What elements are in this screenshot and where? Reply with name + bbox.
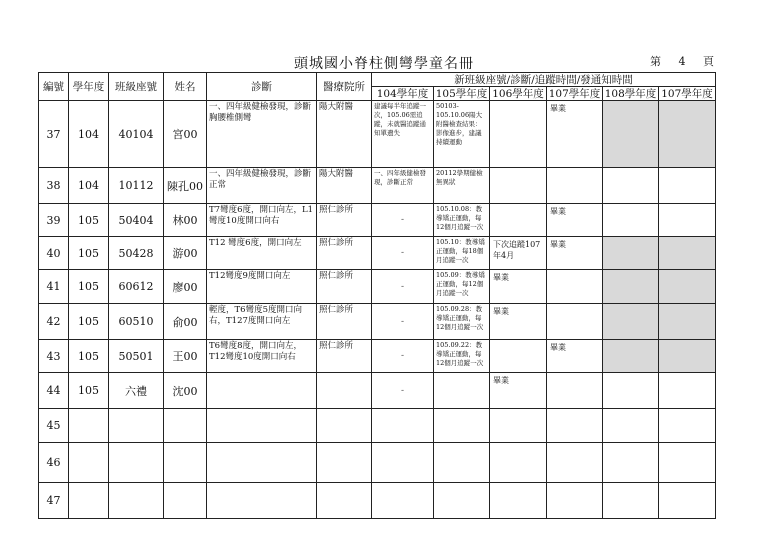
cell-y107: 畢業 — [547, 237, 603, 270]
cell-hospital: 照仁診所 — [317, 304, 372, 340]
cell-y105: 20112學期健檢無異狀 — [434, 168, 490, 204]
cell-y108 — [603, 237, 659, 270]
header-y107-second: 107學年度 — [659, 87, 716, 101]
table-body — [39, 101, 716, 519]
cell-no: 43 — [39, 340, 69, 373]
cell-y108 — [603, 101, 659, 168]
cell-class-seat: 60612 — [109, 270, 164, 304]
cell-year: 105 — [69, 270, 109, 304]
cell-hospital — [317, 373, 372, 409]
cell-name — [164, 409, 207, 443]
cell-y107-second — [659, 409, 716, 443]
cell-name: 林00 — [164, 204, 207, 237]
cell-y105: 50103-105.10.06陽大附醫檢查結果：影像進步，建議持續運動 — [434, 101, 490, 168]
cell-y105: 105.09.22：教導矯正運動，每12個月追蹤一次 — [434, 340, 490, 373]
cell-y107-second — [659, 237, 716, 270]
table-row — [39, 483, 716, 519]
cell-year: 104 — [69, 168, 109, 204]
cell-y107 — [547, 373, 603, 409]
table-row — [39, 204, 716, 237]
cell-y107-second — [659, 304, 716, 340]
cell-y105 — [434, 373, 490, 409]
table-row — [39, 101, 716, 168]
page-title: 頭城國小脊柱側彎學童名冊 — [294, 56, 474, 72]
cell-y105 — [434, 443, 490, 483]
cell-year: 105 — [69, 304, 109, 340]
cell-y106 — [490, 483, 547, 519]
table-row — [39, 168, 716, 204]
cell-no: 42 — [39, 304, 69, 340]
header-hospital: 醫療院所 — [317, 73, 372, 101]
cell-y104 — [372, 443, 434, 483]
cell-year — [69, 443, 109, 483]
cell-name: 廖00 — [164, 270, 207, 304]
cell-y107 — [547, 483, 603, 519]
cell-y104 — [372, 409, 434, 443]
cell-class-seat — [109, 409, 164, 443]
table-row — [39, 409, 716, 443]
cell-name: 俞00 — [164, 304, 207, 340]
cell-no: 40 — [39, 237, 69, 270]
cell-y108 — [603, 270, 659, 304]
cell-class-seat — [109, 483, 164, 519]
cell-no: 39 — [39, 204, 69, 237]
table-row — [39, 443, 716, 483]
cell-y104: - — [372, 270, 434, 304]
cell-y107 — [547, 270, 603, 304]
cell-y107-second — [659, 483, 716, 519]
cell-y104: - — [372, 340, 434, 373]
cell-diagnosis: T12 彎度6度，開口向左 — [207, 237, 317, 270]
cell-y104: - — [372, 304, 434, 340]
cell-year: 105 — [69, 373, 109, 409]
cell-y108 — [603, 304, 659, 340]
cell-name: 王00 — [164, 340, 207, 373]
cell-diagnosis: T7彎度6度，開口向左，L1彎度10度開口向右 — [207, 204, 317, 237]
header-group-title: 新班級座號/診斷/追蹤時間/發通知時間 — [372, 73, 716, 87]
cell-hospital — [317, 409, 372, 443]
cell-y108 — [603, 409, 659, 443]
cell-diagnosis: T6彎度8度，開口向左，T12彎度10度開口向右 — [207, 340, 317, 373]
cell-y104: 一、四年級健檢發現，診斷正常 — [372, 168, 434, 204]
student-roster-table — [38, 72, 716, 519]
cell-y104: - — [372, 204, 434, 237]
cell-year — [69, 483, 109, 519]
header-y107: 107學年度 — [547, 87, 603, 101]
header-diagnosis: 診斷 — [207, 73, 317, 101]
table-row — [39, 237, 716, 270]
cell-y105: 105.10.08：教導矯正運動，每12個月追蹤一次 — [434, 204, 490, 237]
cell-y107 — [547, 409, 603, 443]
cell-y106: 下次追蹤107年4月 — [490, 237, 547, 270]
cell-diagnosis — [207, 373, 317, 409]
cell-y107 — [547, 304, 603, 340]
cell-year: 105 — [69, 204, 109, 237]
table-row — [39, 304, 716, 340]
cell-diagnosis: 輕度，T6彎度5度開口向右，T127度開口向左 — [207, 304, 317, 340]
cell-class-seat: 10112 — [109, 168, 164, 204]
table-row — [39, 340, 716, 373]
cell-no: 47 — [39, 483, 69, 519]
cell-y107 — [547, 443, 603, 483]
table-row — [39, 270, 716, 304]
cell-diagnosis — [207, 443, 317, 483]
cell-diagnosis: T12彎度9度開口向左 — [207, 270, 317, 304]
cell-y104: 建議每半年追蹤一次，105.06需追蹤，未就醫追蹤通知單遺失 — [372, 101, 434, 168]
cell-name — [164, 443, 207, 483]
cell-no: 38 — [39, 168, 69, 204]
cell-y107-second — [659, 101, 716, 168]
cell-hospital — [317, 443, 372, 483]
cell-y107-second — [659, 204, 716, 237]
header-no: 編號 — [39, 73, 69, 101]
cell-y107: 畢業 — [547, 101, 603, 168]
cell-y106 — [490, 443, 547, 483]
cell-diagnosis: 一、四年級健檢發現，診斷胸腰椎側彎 — [207, 101, 317, 168]
cell-y104: - — [372, 237, 434, 270]
cell-y108 — [603, 443, 659, 483]
cell-no: 45 — [39, 409, 69, 443]
cell-class-seat: 50501 — [109, 340, 164, 373]
cell-y106: 畢業 — [490, 270, 547, 304]
cell-y105: 105.10：教導矯正運動，每18個月追蹤一次 — [434, 237, 490, 270]
cell-class-seat: 40104 — [109, 101, 164, 168]
header-y108: 108學年度 — [603, 87, 659, 101]
cell-y106 — [490, 168, 547, 204]
cell-hospital: 陽大附醫 — [317, 168, 372, 204]
cell-diagnosis — [207, 483, 317, 519]
cell-hospital: 陽大附醫 — [317, 101, 372, 168]
cell-year: 105 — [69, 340, 109, 373]
header-y105: 105學年度 — [434, 87, 490, 101]
cell-y107-second — [659, 270, 716, 304]
header-y106: 106學年度 — [490, 87, 547, 101]
cell-hospital: 照仁診所 — [317, 237, 372, 270]
header-name: 姓名 — [164, 73, 207, 101]
cell-y106: 畢業 — [490, 304, 547, 340]
cell-y105 — [434, 483, 490, 519]
cell-hospital: 照仁診所 — [317, 270, 372, 304]
page-number: 第 4 頁 — [650, 55, 714, 68]
cell-y106: 畢業 — [490, 373, 547, 409]
cell-y104 — [372, 483, 434, 519]
cell-class-seat: 50428 — [109, 237, 164, 270]
cell-year: 105 — [69, 237, 109, 270]
cell-y106 — [490, 101, 547, 168]
cell-class-seat — [109, 443, 164, 483]
cell-y107-second — [659, 340, 716, 373]
cell-name: 游00 — [164, 237, 207, 270]
cell-y106 — [490, 340, 547, 373]
header-y104: 104學年度 — [372, 87, 434, 101]
cell-name: 沈00 — [164, 373, 207, 409]
cell-y108 — [603, 373, 659, 409]
header-year: 學年度 — [69, 73, 109, 101]
cell-y107-second — [659, 168, 716, 204]
cell-diagnosis: 一、四年級健檢發現，診斷正常 — [207, 168, 317, 204]
cell-y107 — [547, 168, 603, 204]
cell-hospital: 照仁診所 — [317, 340, 372, 373]
cell-class-seat: 六禮 — [109, 373, 164, 409]
cell-year — [69, 409, 109, 443]
cell-y105: 105.09.28：教導矯正運動，每12個月追蹤一次 — [434, 304, 490, 340]
cell-class-seat: 60510 — [109, 304, 164, 340]
cell-year: 104 — [69, 101, 109, 168]
cell-class-seat: 50404 — [109, 204, 164, 237]
cell-name: 陳孔00 — [164, 168, 207, 204]
cell-y104: - — [372, 373, 434, 409]
cell-y107-second — [659, 443, 716, 483]
cell-y108 — [603, 168, 659, 204]
cell-hospital — [317, 483, 372, 519]
cell-hospital: 照仁診所 — [317, 204, 372, 237]
cell-y108 — [603, 483, 659, 519]
cell-y107: 畢業 — [547, 204, 603, 237]
cell-y105 — [434, 409, 490, 443]
cell-y106 — [490, 204, 547, 237]
cell-no: 37 — [39, 101, 69, 168]
cell-y107: 畢業 — [547, 340, 603, 373]
cell-no: 46 — [39, 443, 69, 483]
cell-y107-second — [659, 373, 716, 409]
cell-y108 — [603, 204, 659, 237]
cell-name: 宮00 — [164, 101, 207, 168]
cell-no: 44 — [39, 373, 69, 409]
cell-name — [164, 483, 207, 519]
table-row — [39, 373, 716, 409]
header-class-seat: 班級座號 — [109, 73, 164, 101]
cell-diagnosis — [207, 409, 317, 443]
cell-no: 41 — [39, 270, 69, 304]
cell-y108 — [603, 340, 659, 373]
cell-y105: 105.09：教導矯正運動，每12個月追蹤一次 — [434, 270, 490, 304]
cell-y106 — [490, 409, 547, 443]
